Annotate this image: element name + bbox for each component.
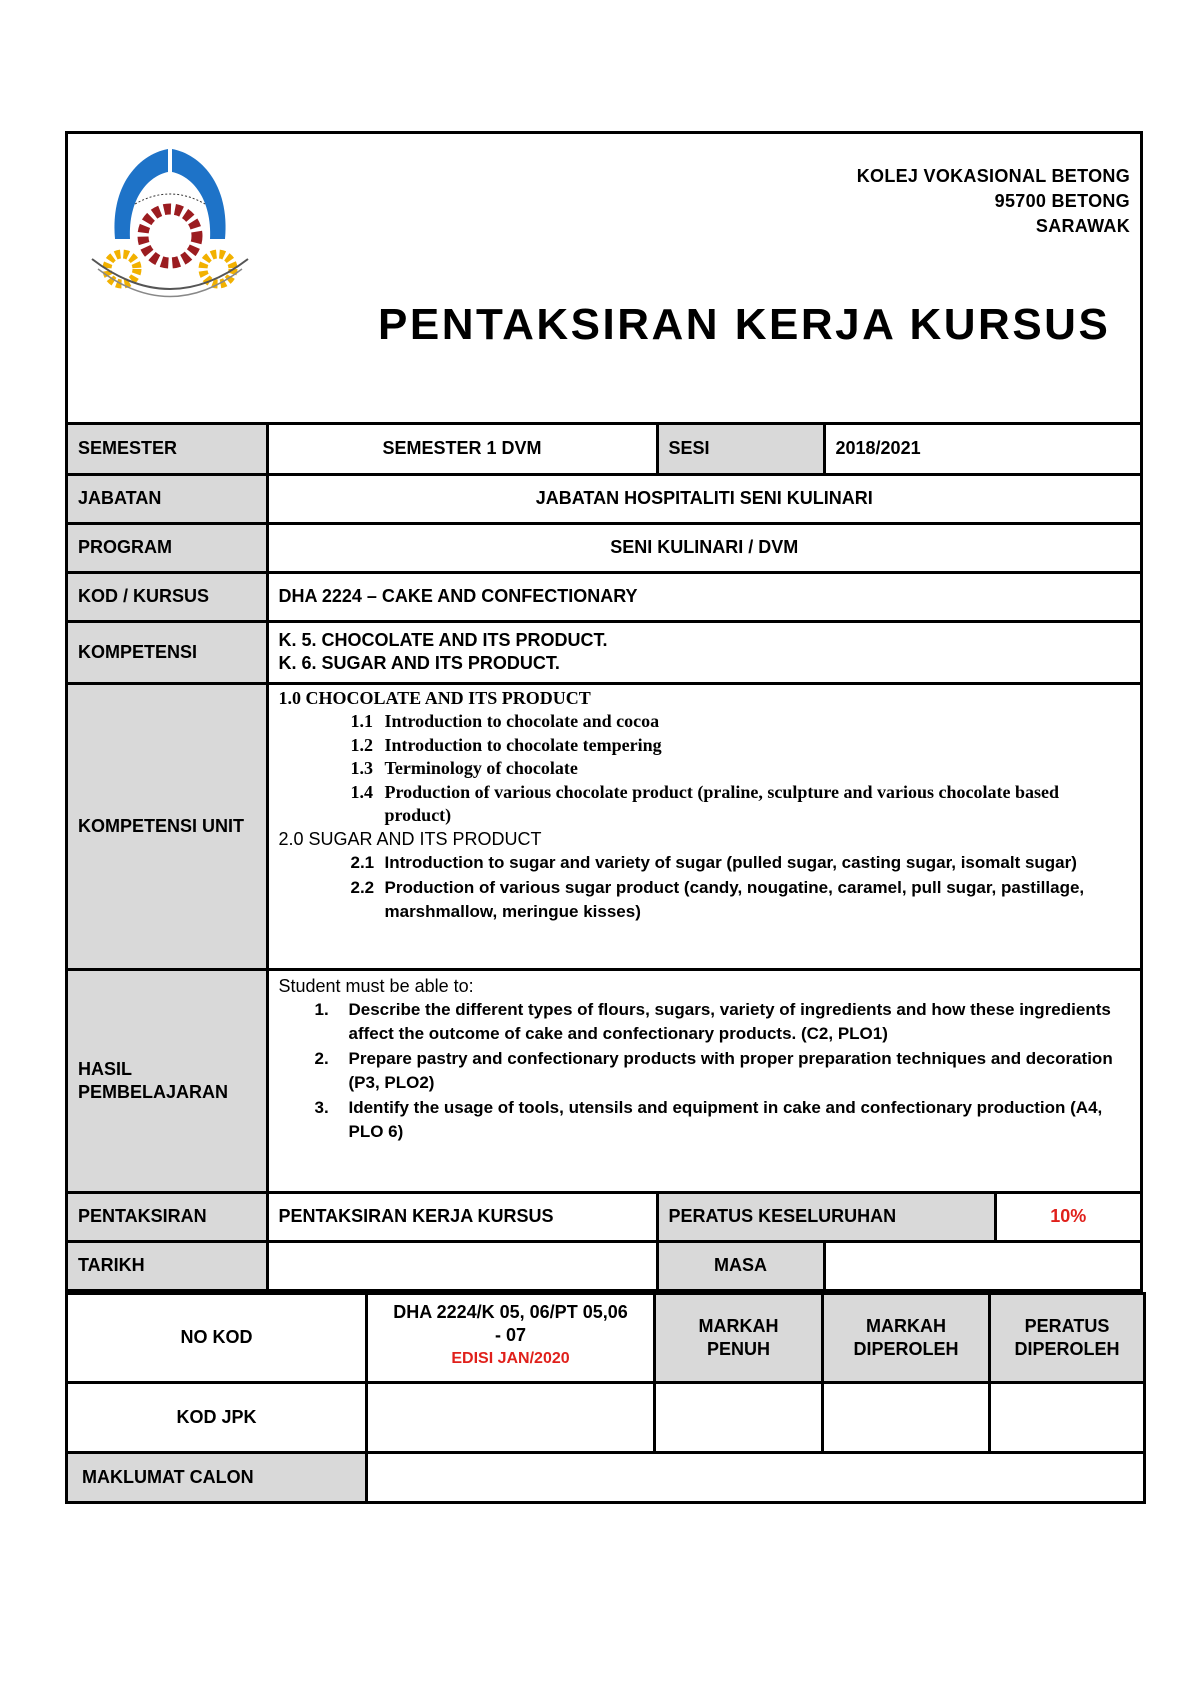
- list-item: 3. Identify the usage of tools, utensils and equipment in cake and confectionary production (A4, PLO 6): [314, 1097, 1103, 1141]
- header-line: MARKAH: [698, 1315, 779, 1336]
- list-item: 1.4 Production of various chocolate product (praline, sculpture and various chocolate based product): [350, 781, 1060, 825]
- tarikh-field[interactable]: [267, 1241, 657, 1290]
- no-kod-value: [367, 1293, 655, 1382]
- program-value: SENI KULINARI / DVM: [267, 523, 1140, 572]
- semester-label: SEMESTER: [68, 425, 267, 474]
- list-item: 1. Describe the different types of flours, sugars, variety of ingredients and how these ingredients affect the outcome of cake and confectionary products. (C2, PLO1): [314, 999, 1111, 1043]
- semester-value: SEMESTER 1 DVM: [267, 425, 657, 474]
- header-line: MARKAH: [866, 1315, 946, 1336]
- jabatan-label: JABATAN: [68, 474, 267, 523]
- maklumat-calon-field[interactable]: [367, 1452, 1145, 1502]
- address-line: SARAWAK: [1035, 216, 1130, 236]
- kod-kursus-value: DHA 2224 – CAKE AND CONFECTIONARY: [267, 572, 1140, 621]
- markah-diperoleh-header: [823, 1293, 990, 1382]
- pentaksiran-value: PENTAKSIRAN KERJA KURSUS: [267, 1192, 657, 1241]
- form-frame: [65, 131, 1143, 1295]
- header-line: PERATUS: [1024, 1315, 1110, 1336]
- peratus-value: 10%: [995, 1192, 1140, 1241]
- no-kod-line: DHA 2224/K 05, 06/PT 05,06: [393, 1301, 628, 1322]
- hasil-label-line: HASIL: [78, 1058, 132, 1079]
- form-header: [68, 134, 1140, 425]
- hasil-label-line: PEMBELAJARAN: [78, 1081, 229, 1102]
- markah-penuh-field[interactable]: [655, 1382, 823, 1452]
- college-address: [857, 164, 1130, 239]
- address-line: 95700 BETONG: [994, 191, 1130, 211]
- kompetensi-unit-content: [267, 683, 1140, 969]
- hasil-content: [267, 969, 1140, 1192]
- college-logo-icon: [80, 144, 260, 314]
- tarikh-label: TARIKH: [68, 1241, 267, 1290]
- list-item: 2.1 Introduction to sugar and variety of sugar (pulled sugar, casting sugar, isomalt sugar): [350, 853, 1077, 872]
- masa-field[interactable]: [824, 1241, 1140, 1290]
- masa-label: MASA: [657, 1241, 824, 1290]
- peratus-diperoleh-header: [990, 1293, 1145, 1382]
- section-title: 2.0 SUGAR AND ITS PRODUCT: [278, 828, 542, 849]
- kompetensi-line: K. 5. CHOCOLATE AND ITS PRODUCT.: [278, 630, 608, 650]
- peratus-label: PERATUS KESELURUHAN: [657, 1192, 995, 1241]
- markah-penuh-header: [655, 1293, 823, 1382]
- jabatan-value: JABATAN HOSPITALITI SENI KULINARI: [267, 474, 1140, 523]
- kompetensi-label: KOMPETENSI: [68, 621, 267, 683]
- list-item: 1.2 Introduction to chocolate tempering: [350, 734, 662, 755]
- address-line: KOLEJ VOKASIONAL BETONG: [856, 166, 1130, 186]
- kompetensi-unit-label: KOMPETENSI UNIT: [68, 683, 267, 969]
- list-item: 2. Prepare pastry and confectionary products with proper preparation techniques and decoration (P3, PLO2): [314, 1048, 1113, 1092]
- kod-kursus-label: KOD / KURSUS: [68, 572, 267, 621]
- list-item: 1.1 Introduction to chocolate and cocoa: [350, 711, 660, 731]
- header-line: DIPEROLEH: [1014, 1338, 1120, 1359]
- markah-diperoleh-field[interactable]: [823, 1382, 990, 1452]
- pentaksiran-label: PENTAKSIRAN: [68, 1192, 267, 1241]
- assessment-form: [65, 131, 1143, 1504]
- program-label: PROGRAM: [68, 523, 267, 572]
- kod-jpk-label: KOD JPK: [67, 1382, 367, 1452]
- kompetensi-line: K. 6. SUGAR AND ITS PRODUCT.: [278, 653, 560, 673]
- no-kod-label: NO KOD: [67, 1293, 367, 1382]
- no-kod-line: - 07: [494, 1324, 527, 1345]
- page-title: PENTAKSIRAN KERJA KURSUS: [378, 300, 1111, 349]
- info-table: [68, 425, 1140, 1292]
- sesi-label: SESI: [657, 425, 824, 474]
- sesi-value: 2018/2021: [824, 425, 1140, 474]
- section-title: 1.0 CHOCOLATE AND ITS PRODUCT: [278, 687, 591, 708]
- hasil-label: [68, 969, 267, 1192]
- kompetensi-value: [267, 621, 1140, 683]
- maklumat-calon-label: MAKLUMAT CALON: [67, 1452, 367, 1502]
- kod-jpk-field[interactable]: [367, 1382, 655, 1452]
- list-item: 2.2 Production of various sugar product (candy, nougatine, caramel, pull sugar, pastillage, marshmallow, meringue kisses): [350, 877, 1085, 921]
- hasil-intro: Student must be able to:: [278, 975, 474, 996]
- header-line: PENUH: [706, 1338, 770, 1359]
- edisi-label: EDISI JAN/2020: [451, 1349, 570, 1367]
- peratus-diperoleh-field[interactable]: [990, 1382, 1145, 1452]
- header-line: DIPEROLEH: [853, 1338, 959, 1359]
- list-item: 1.3 Terminology of chocolate: [350, 758, 578, 778]
- code-table: [65, 1292, 1146, 1504]
